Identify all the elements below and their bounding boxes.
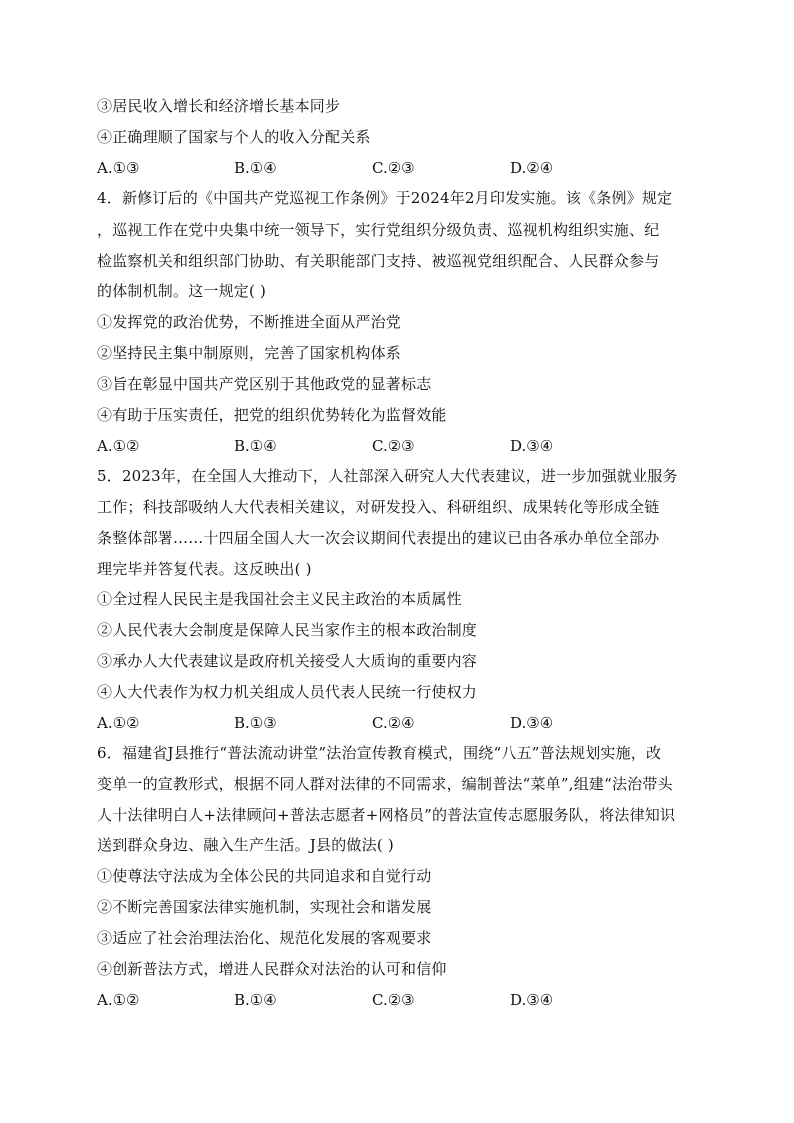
q5-options — [97, 713, 697, 733]
q4-statement-2: ②坚持民主集中制原则，完善了国家机构体系 — [97, 344, 402, 362]
q5-statement-4: ④人大代表作为权力机关组成人员代表人民统一行使权力 — [97, 683, 478, 701]
q6-stem-line-1: 6．福建省J县推行“普法流动讲堂”法治宣传教育模式，围绕“八五”普法规划实施，改 — [97, 744, 662, 762]
q6-option-d[interactable]: D.③④ — [510, 991, 554, 1009]
q4-option-a[interactable]: A.①② — [97, 437, 140, 455]
q5-stem-line-2: 工作；科技部吸纳人大代表相关建议，对研发投入、科研组织、成果转化等形成全链 — [97, 498, 660, 516]
q3-option-c[interactable]: C.②③ — [372, 159, 415, 177]
q6-statement-3: ③适应了社会治理法治化、规范化发展的客观要求 — [97, 929, 432, 947]
q6-statement-4: ④创新普法方式，增进人民群众对法治的认可和信仰 — [97, 960, 447, 978]
q6-stem-line-4: 送到群众身边、融入生产生活。J县的做法( ) — [97, 836, 394, 854]
q5-option-b[interactable]: B.①③ — [234, 714, 277, 732]
q5-statement-1: ①全过程人民民主是我国社会主义民主政治的本质属性 — [97, 590, 462, 608]
q5-option-a[interactable]: A.①② — [97, 714, 140, 732]
q3-options — [97, 158, 697, 178]
q4-statement-3: ③旨在彰显中国共产党区别于其他政党的显著标志 — [97, 375, 432, 393]
q5-option-d[interactable]: D.③④ — [510, 714, 554, 732]
q6-statement-2: ②不断完善国家法律实施机制，实现社会和谐发展 — [97, 898, 432, 916]
q6-stem-line-2: 变单一的宣教形式，根据不同人群对法律的不同需求，编制普法“菜单”,组建“法治带头 — [97, 775, 673, 793]
q3-option-b[interactable]: B.①④ — [234, 159, 277, 177]
q3-statement-3: ③居民收入增长和经济增长基本同步 — [97, 97, 341, 115]
q6-option-b[interactable]: B.①④ — [234, 991, 277, 1009]
q4-stem-line-4: 的体制机制。这一规定( ) — [97, 282, 267, 300]
q3-option-d[interactable]: D.②④ — [510, 159, 554, 177]
q4-stem-line-2: ，巡视工作在党中央集中统一领导下，实行党组织分级负责、巡视机构组织实施、纪 — [97, 221, 660, 239]
q5-option-c[interactable]: C.②④ — [372, 714, 415, 732]
q5-stem-line-4: 理完毕并答复代表。这反映出( ) — [97, 560, 312, 578]
q5-statement-3: ③承办人大代表建议是政府机关接受人大质询的重要内容 — [97, 652, 478, 670]
q6-statement-1: ①使尊法守法成为全体公民的共同追求和自觉行动 — [97, 867, 432, 885]
q3-statement-4: ④正确理顺了国家与个人的收入分配关系 — [97, 128, 371, 146]
q4-option-c[interactable]: C.②③ — [372, 437, 415, 455]
q6-options — [97, 990, 697, 1010]
q5-statement-2: ②人民代表大会制度是保障人民当家作主的根本政治制度 — [97, 621, 478, 639]
q4-option-b[interactable]: B.①④ — [234, 437, 277, 455]
q6-option-c[interactable]: C.②③ — [372, 991, 415, 1009]
q4-option-d[interactable]: D.③④ — [510, 437, 554, 455]
q5-stem-line-1: 5．2023年，在全国人大推动下，人社部深入研究人大代表建议，进一步加强就业服务 — [97, 467, 678, 485]
q6-stem-line-3: 人十法律明白人+法律顾问+普法志愿者+网格员”的普法宣传志愿服务队，将法律知识 — [97, 806, 676, 824]
q5-stem-line-3: 条整体部署……十四届全国人大一次会议期间代表提出的建议已由各承办单位全部办 — [97, 529, 660, 547]
q4-statement-4: ④有助于压实责任，把党的组织优势转化为监督效能 — [97, 406, 447, 424]
q3-option-a[interactable]: A.①③ — [97, 159, 140, 177]
q4-options — [97, 436, 697, 456]
q6-option-a[interactable]: A.①② — [97, 991, 140, 1009]
q4-stem-line-1: 4．新修订后的《中国共产党巡视工作条例》于2024年2月印发实施。该《条例》规定 — [97, 189, 673, 207]
q4-stem-line-3: 检监察机关和组织部门协助、有关职能部门支持、被巡视党组织配合、人民群众参与 — [97, 252, 660, 270]
q4-statement-1: ①发挥党的政治优势，不断推进全面从严治党 — [97, 313, 402, 331]
